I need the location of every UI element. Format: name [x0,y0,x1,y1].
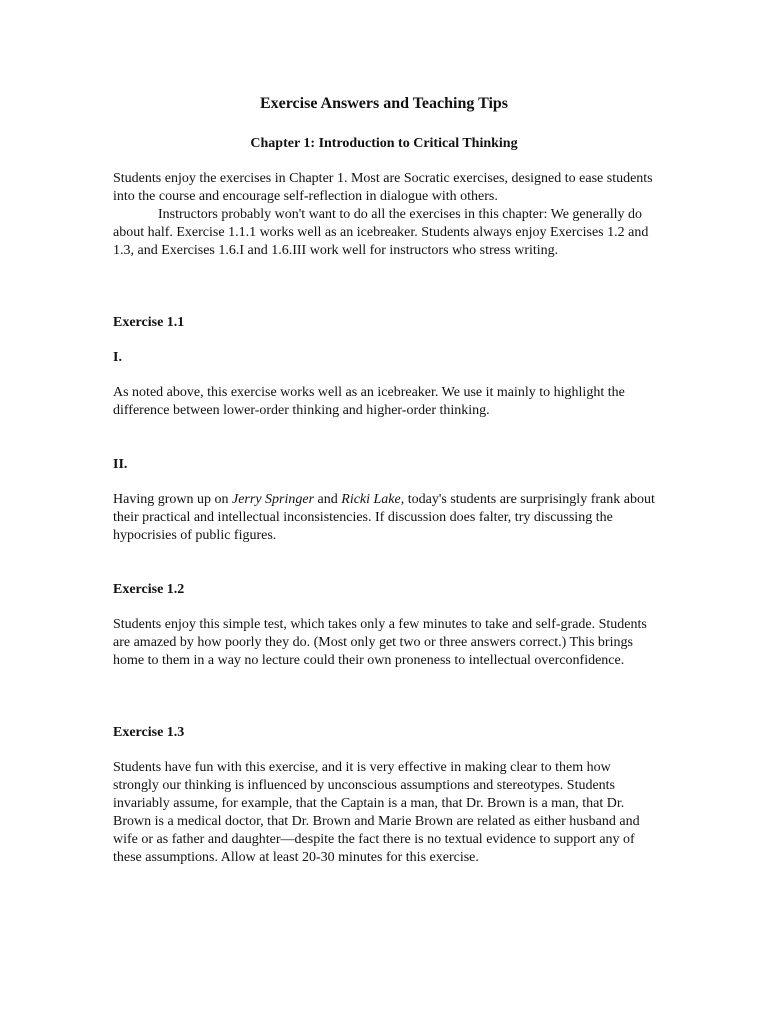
exercise-1-1-part-1-label: I. [113,350,122,365]
chapter-title: Chapter 1: Introduction to Critical Thinking [250,136,518,151]
exercise-1-3-text: Students have fun with this exercise, and it is very effective in making clear to them how strongly our thinking is influenced by unconscious assumptions and stereotypes. Students invariably assume, for example, that the Captain is a man, that Dr. Brown is a man, that Dr. Brown is a medical doctor, that Dr. Brown and Marie Brown are related as either husband and wife or as father and daughter—despite the fact there is no textual evidence to support any of these assumptions. Allow at least 20-30 minutes for this exercise. [113,760,640,865]
intro-paragraph-2: Instructors probably won't want to do all the exercises in this chapter: We generally do about half. Exercise 1.1.1 works well as an icebreaker. Students always enjoy Exercises 1.2 and 1.3, and Exercises 1.6.I and 1.6.III work well for instructors who stress writing. [113,207,649,258]
exercise-1-2-text: Students enjoy this simple test, which takes only a few minutes to take and self-grade. Students are amazed by how poorly they do. (Most only get two or three answers correct.) This brings home to them in a way no lecture could their own proneness to intellectual overconfidence. [113,617,647,668]
intro-paragraph-1: Students enjoy the exercises in Chapter 1. Most are Socratic exercises, designed to ease students into the course and encourage self-reflection in dialogue with others. [113,171,653,204]
intro-section [113,170,658,260]
exercise-1-1-part-2-text [113,491,658,545]
exercise-1-1-part-1-text: As noted above, this exercise works well as an icebreaker. We use it mainly to highlight the difference between lower-order thinking and higher-order thinking. [113,385,625,418]
part-2-text-start: Having grown up on [113,492,232,507]
exercise-1-1-part-2-label: II. [113,457,128,472]
exercise-1-1-heading: Exercise 1.1 [113,315,185,330]
document-title: Exercise Answers and Teaching Tips [259,95,509,112]
show-name-ricki-lake: Ricki Lake [341,492,401,507]
part-2-text-end: , today's students are surprisingly frank about their practical and intellectual inconsistencies. If discussion does falter, try discussing the hypocrisies of public figures. [113,492,655,543]
show-name-jerry-springer: Jerry Springer [232,492,315,507]
exercise-1-3-heading: Exercise 1.3 [113,725,185,740]
part-2-text-middle: and [314,492,342,507]
exercise-1-2-heading: Exercise 1.2 [113,582,185,597]
